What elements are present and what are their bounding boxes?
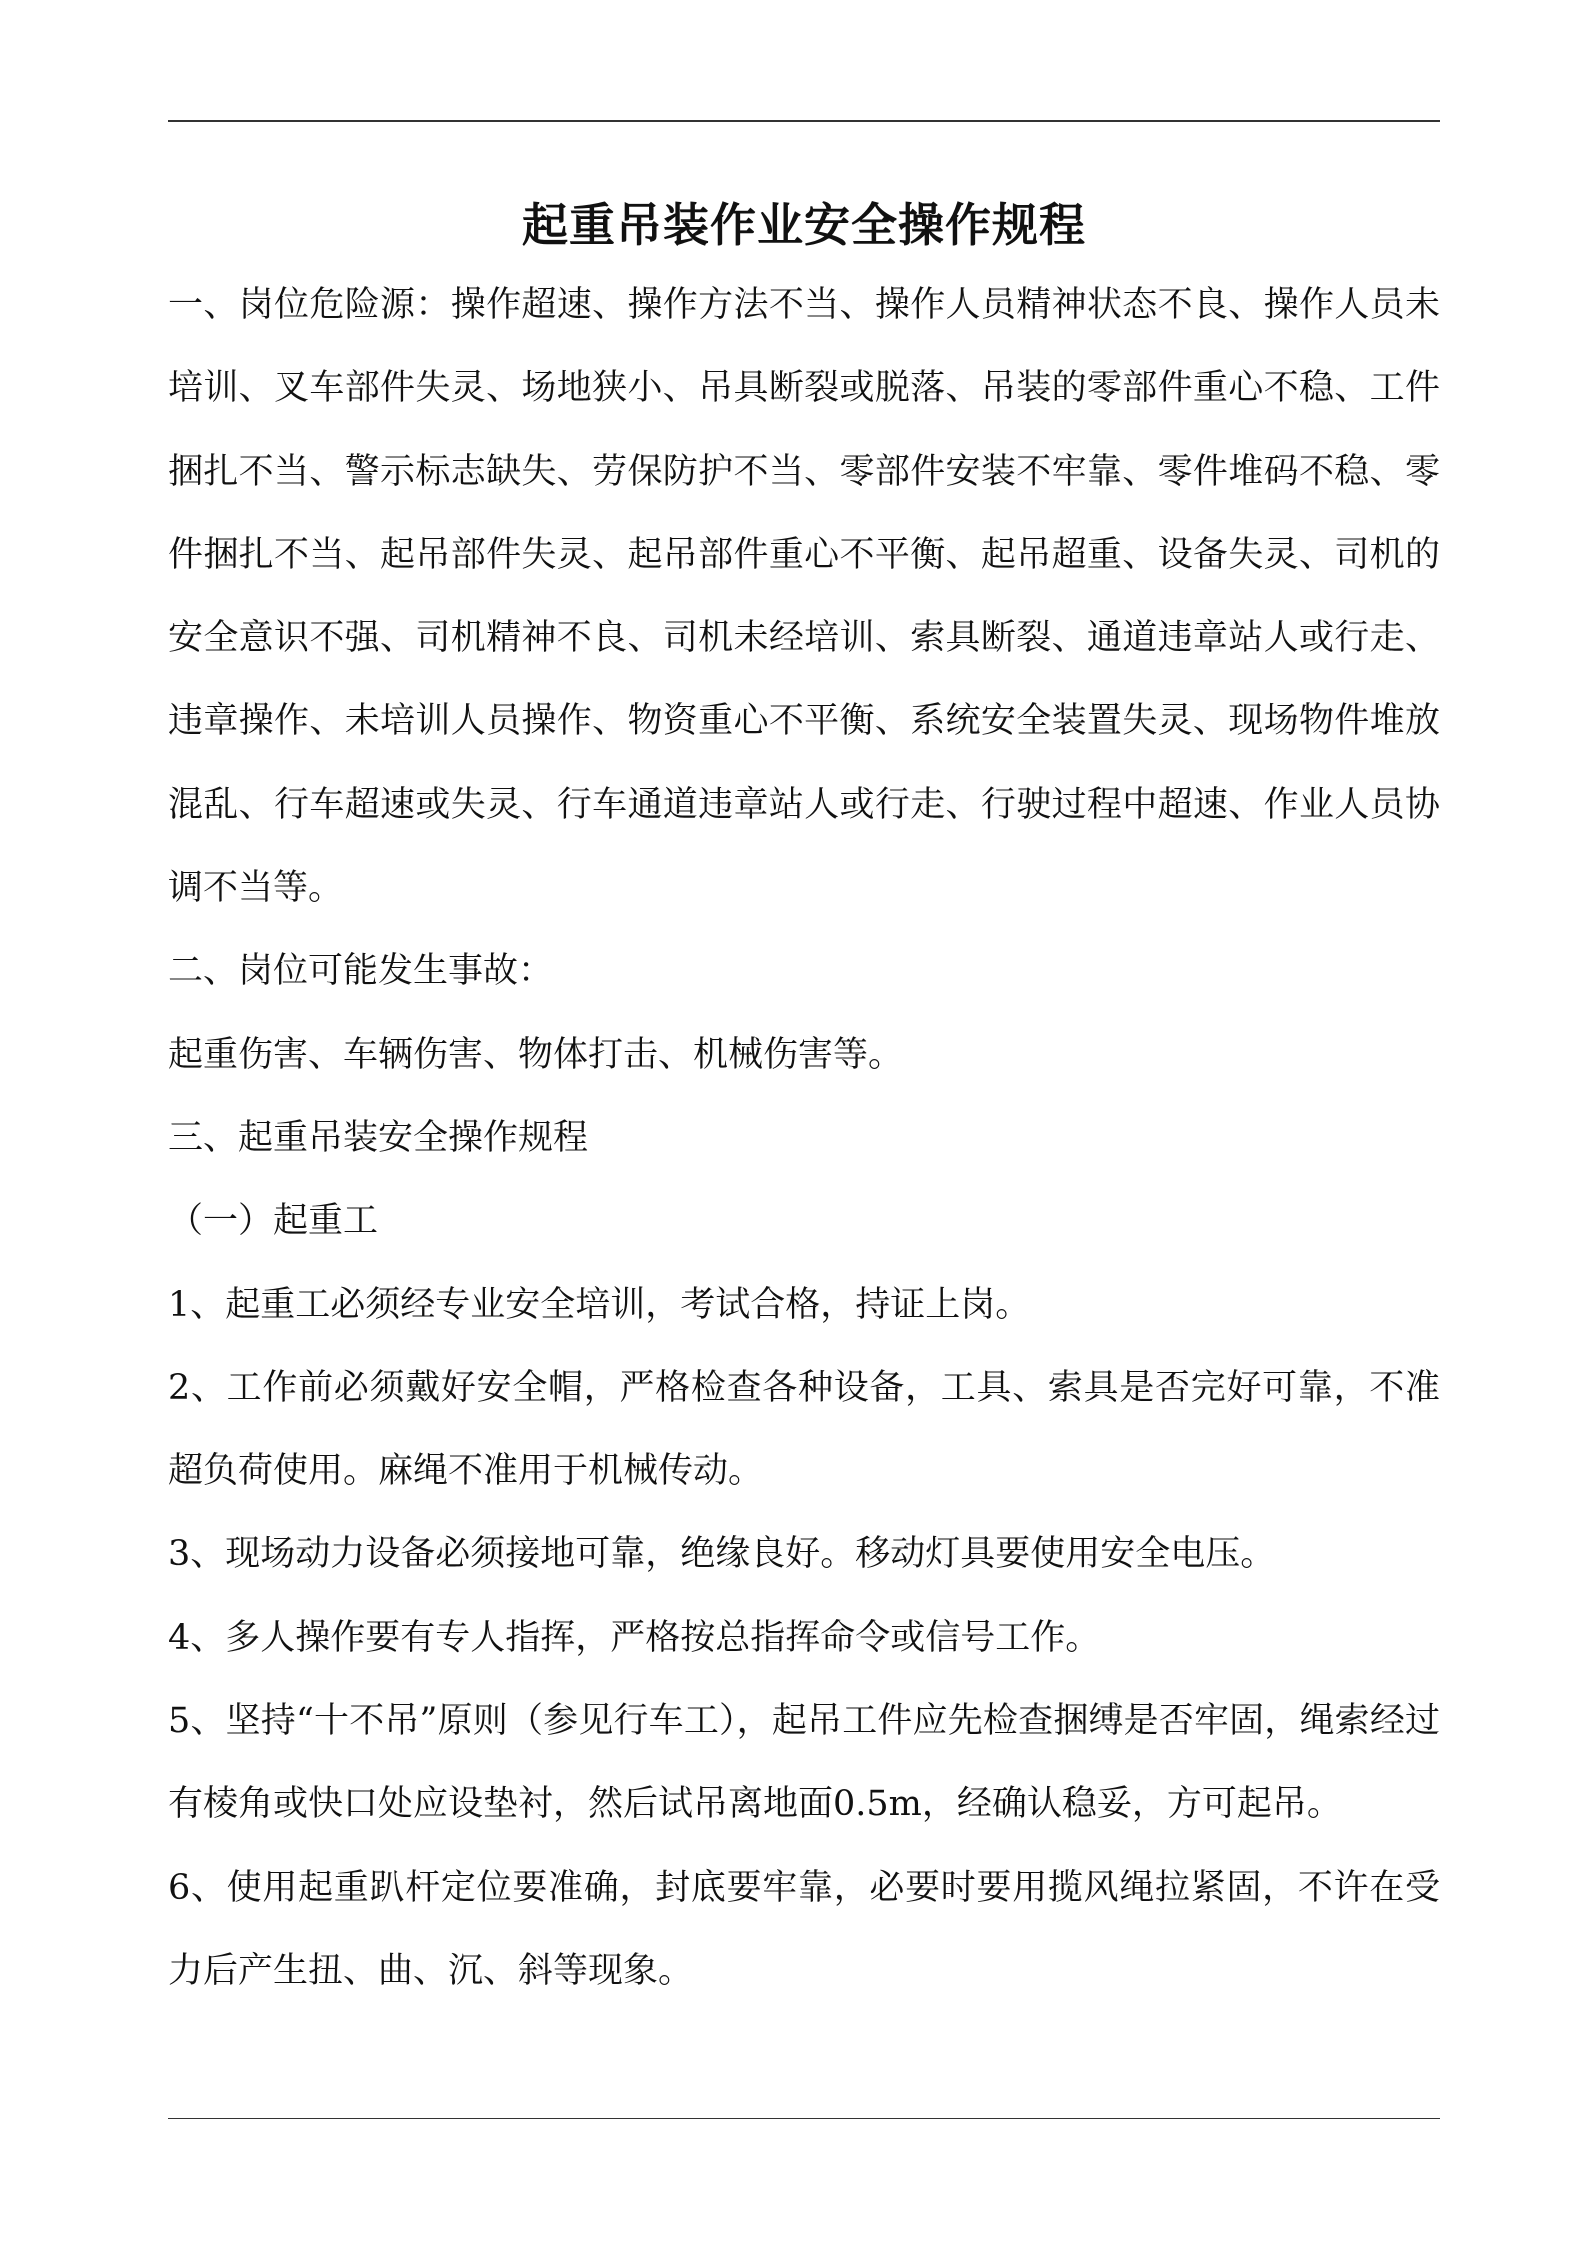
document-title: 起重吊装作业安全操作规程: [522, 198, 1086, 252]
paragraph-rule-4: 4、多人操作要有专人指挥，严格按总指挥命令或信号工作。: [168, 1617, 1101, 1658]
paragraph-hazard-sources: 一、岗位危险源：操作超速、操作方法不当、操作人员精神状态不良、操作人员未培训、叉车部件失灵、场地狭小、吊具断裂或脱落、吊装的零部件重心不稳、工件捆扎不当、警示标志缺失、劳保防护不当、零部件安装不牢靠、零件堆码不稳、零件捆扎不当、起吊部件失灵、起吊部件重心不平衡、起吊超重、设备失灵、司机的安全意识不强、司机精神不良、司机未经培训、索具断裂、通道违章站人或行走、违章操作、未培训人员操作、物资重心不平衡、系统安全装置失灵、现场物件堆放混乱、行车超速或失灵、行车通道违章站人或行走、行驶过程中超速、作业人员协调不当等。: [168, 285, 1440, 909]
paragraph-rule-2: 2、工作前必须戴好安全帽，严格检查各种设备，工具、索具是否完好可靠，不准超负荷使用。麻绳不准用于机械传动。: [168, 1367, 1440, 1492]
footer-rule: [168, 2118, 1440, 2119]
paragraph-procedure-heading: 三、起重吊装安全操作规程: [168, 1117, 589, 1158]
paragraph-possible-accidents-heading: 二、岗位可能发生事故：: [168, 951, 554, 992]
paragraph-rule-5: 5、坚持“十不吊”原则（参见行车工），起吊工件应先检查捆缚是否牢固，绳索经过有棱角或快口处应设垫衬，然后试吊离地面0.5m，经确认稳妥，方可起吊。: [168, 1701, 1440, 1825]
paragraph-rule-1: 1、起重工必须经专业安全培训，考试合格，持证上岗。: [168, 1284, 1031, 1325]
document-body: [168, 186, 1440, 2013]
paragraph-rule-6: 6、使用起重趴杆定位要准确，封底要牢靠，必要时要用揽风绳拉紧固，不许在受力后产生扭、曲、沉、斜等现象。: [168, 1867, 1440, 1991]
paragraph-rigger-heading: （一）起重工: [168, 1201, 379, 1242]
header-rule: [168, 120, 1440, 122]
paragraph-rule-3: 3、现场动力设备必须接地可靠，绝缘良好。移动灯具要使用安全电压。: [168, 1534, 1276, 1575]
paragraph-possible-accidents: 起重伤害、车辆伤害、物体打击、机械伤害等。: [168, 1034, 904, 1075]
